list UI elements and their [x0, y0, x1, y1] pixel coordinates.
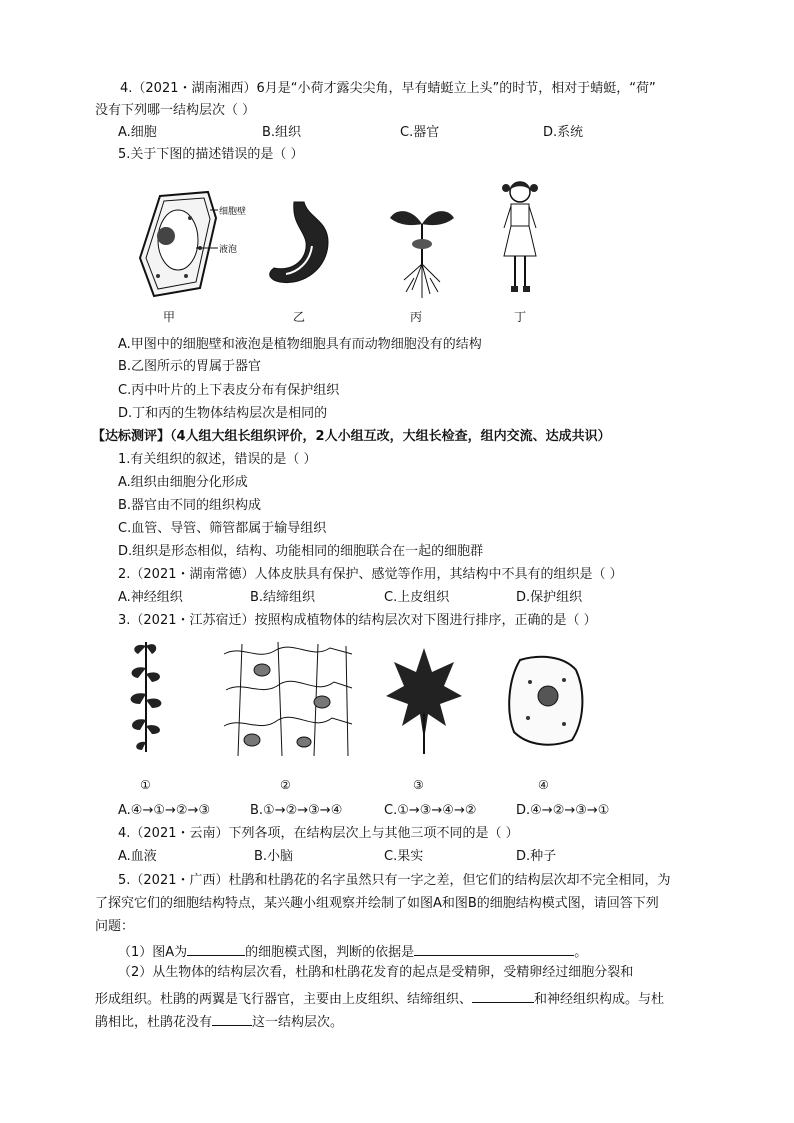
t3-option-b[interactable]: B.①→②→③→④	[250, 803, 343, 818]
cell-wall-label: 细胞壁	[219, 207, 247, 217]
q5-option-c[interactable]: C.丙中叶片的上下表皮分布有保护组织	[118, 383, 340, 398]
q5-option-b[interactable]: B.乙图所示的胃属于器官	[118, 359, 262, 374]
q4-option-a[interactable]: A.细胞	[118, 125, 157, 140]
t5-sub2-blank-1[interactable]	[472, 988, 534, 1003]
t1-option-b[interactable]: B.器官由不同的组织构成	[118, 498, 262, 513]
fig-label-4: ④	[538, 778, 549, 792]
q5-option-a[interactable]: A.甲图中的细胞壁和液泡是植物细胞具有而动物细胞没有的结构	[118, 337, 482, 352]
t3-option-c[interactable]: C.①→③→④→②	[384, 803, 477, 818]
fig-label-2: ②	[280, 778, 291, 792]
fig-label-1: ①	[140, 778, 151, 792]
q5-option-d[interactable]: D.丁和丙的生物体结构层次是相同的	[118, 406, 328, 421]
t5-sub2-line2	[95, 988, 664, 1009]
t5-sub1	[118, 941, 587, 962]
t5-sub2-line3	[95, 1011, 343, 1032]
t1-stem: 1.有关组织的叙述，错误的是（ ）	[118, 452, 317, 467]
t5-sub2-part-c: 和神经组织构成。与杜	[534, 992, 665, 1007]
t2-option-b[interactable]: B.结缔组织	[250, 590, 316, 605]
t3-option-d[interactable]: D.④→②→③→①	[516, 803, 610, 818]
t5-sub2-part-d: 鹃相比，杜鹃花没有	[95, 1015, 213, 1030]
t5-sub2-line1: （2）从生物体的结构层次看，杜鹃和杜鹃花发育的起点是受精卵，受精卵经过细胞分裂和	[118, 965, 634, 980]
fig-label-jia: 甲	[163, 310, 176, 324]
fig-label-3: ③	[413, 778, 424, 792]
t4-stem: 4.（2021・云南）下列各项，在结构层次上与其他三项不同的是（ ）	[118, 826, 519, 841]
t5-sub1-blank-2[interactable]	[414, 941, 574, 956]
stomach-figure	[264, 196, 336, 292]
t5-sub1-part-b: 的细胞模式图，判断的依据是	[245, 945, 415, 960]
seedling-figure	[384, 200, 460, 300]
t5-stem-line3: 问题：	[95, 919, 135, 934]
q4-stem-line2: 没有下列哪一结构层次（ ）	[95, 103, 256, 118]
t3-stem: 3.（2021・江苏宿迁）按照构成植物体的结构层次对下图进行排序，正确的是（ ）	[118, 613, 597, 628]
leaf-figure	[384, 644, 464, 756]
t5-sub1-part-c: 。	[574, 945, 588, 960]
q4-option-d[interactable]: D.系统	[543, 125, 584, 140]
t4-option-d[interactable]: D.种子	[516, 849, 557, 864]
t3-option-a[interactable]: A.④→①→②→③	[118, 803, 211, 818]
t5-sub1-blank-1[interactable]	[187, 941, 245, 956]
t5-sub2-blank-2[interactable]	[212, 1011, 252, 1026]
fig-label-yi: 乙	[293, 310, 306, 324]
t2-option-d[interactable]: D.保护组织	[516, 590, 583, 605]
t2-stem: 2.（2021・湖南常德）人体皮肤具有保护、感觉等作用，其结构中不具有的组织是（ ）	[118, 567, 623, 582]
t4-option-c[interactable]: C.果实	[384, 849, 424, 864]
t1-option-d[interactable]: D.组织是形态相似，结构、功能相同的细胞联合在一起的细胞群	[118, 544, 484, 559]
t4-option-b[interactable]: B.小脑	[254, 849, 294, 864]
vacuole-label: 液泡	[219, 245, 238, 255]
t2-option-a[interactable]: A.神经组织	[118, 590, 183, 605]
t2-option-c[interactable]: C.上皮组织	[384, 590, 450, 605]
t4-option-a[interactable]: A.血液	[118, 849, 157, 864]
t5-sub1-part-a: （1）图A为	[118, 945, 188, 960]
t5-sub2-part-e: 这一结构层次。	[252, 1015, 344, 1030]
fig-label-bing: 丙	[410, 310, 423, 324]
q4-option-c[interactable]: C.器官	[400, 125, 440, 140]
whole-plant-figure	[118, 634, 174, 756]
t5-stem-line1: 5.（2021・广西）杜鹃和杜鹃花的名字虽然只有一字之差，但它们的结构层次却不完全相同，为	[118, 873, 671, 888]
q5-stem: 5.关于下图的描述错误的是（ ）	[118, 147, 304, 162]
section-title: 【达标测评】（4人组大组长组织评价，2人小组互改，大组长检查，组内交流、达成共识）	[92, 429, 611, 444]
cell-figure	[504, 652, 586, 750]
t5-sub2-part-b: 形成组织。杜鹃的两翼是飞行器官，主要由上皮组织、结缔组织、	[95, 992, 473, 1007]
girl-figure	[496, 176, 544, 300]
t1-option-a[interactable]: A.组织由细胞分化形成	[118, 475, 248, 490]
fig-label-ding: 丁	[514, 310, 527, 324]
tissue-figure	[222, 640, 354, 758]
q4-stem-line1: 4.（2021・湖南湘西）6月是“小荷才露尖尖角，早有蜻蜓立上头”的时节，相对于蜻蜓，“荷”	[120, 81, 656, 96]
t5-stem-line2: 了探究它们的细胞结构特点，某兴趣小组观察并绘制了如图A和图B的细胞结构模式图，请回答下列	[95, 896, 659, 911]
q4-option-b[interactable]: B.组织	[262, 125, 302, 140]
plant-cell-figure	[130, 188, 250, 300]
t1-option-c[interactable]: C.血管、导管、筛管都属于输导组织	[118, 521, 327, 536]
